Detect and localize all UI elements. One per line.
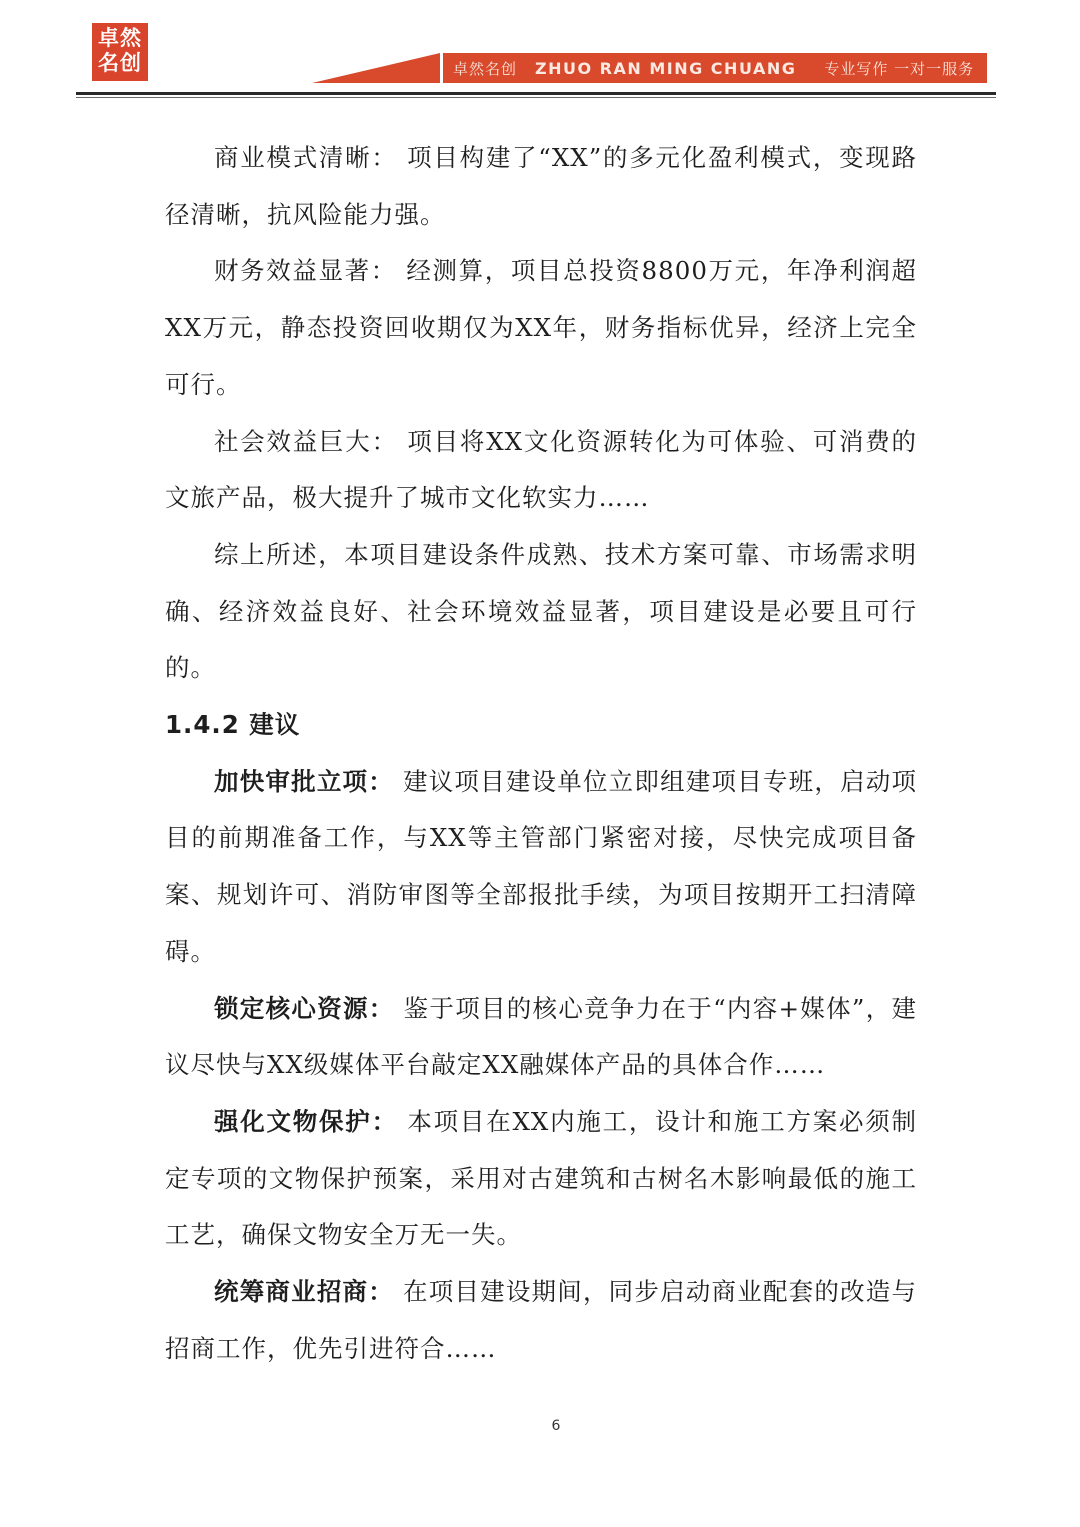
paragraph-social-benefit [165,414,917,527]
paragraph-text: 在项目建设期间，同步启动商业配套的改造与招商工作，优先引进符合…… [165,1277,917,1363]
header-divider [76,92,996,95]
paragraph-commercial-leasing [165,1264,917,1377]
paragraph-conclusion [165,527,917,697]
paragraph-lead: 社会效益巨大： [214,426,398,456]
header-banner [440,53,987,83]
paragraph-heritage-protection [165,1094,917,1264]
banner-wedge-decoration [312,53,440,83]
banner-company-name: 卓然名创 [453,59,518,78]
paragraph-lead: 强化文物保护： [214,1106,398,1136]
section-heading: 1.4.2 建议 [165,710,301,740]
logo-line-1: 卓然 [98,26,142,50]
brand-logo [92,23,148,81]
paragraph-text: 建议项目建设单位立即组建项目专班，启动项目的前期准备工作，与XX等主管部门紧密对接，尽快完成项目备案、规划许可、消防审图等全部报批手续，为项目按期开工扫清障碍。 [165,766,917,966]
document-body [165,130,917,1377]
banner-pinyin-name: ZHUO RAN MING CHUANG [535,58,797,78]
page-number: 6 [551,1418,561,1434]
paragraph-text: 项目将XX文化资源转化为可体验、可消费的文旅产品，极大提升了城市文化软实力…… [165,426,918,513]
paragraph-lead: 加快审批立项： [214,766,394,796]
paragraph-text: 本项目在XX内施工，设计和施工方案必须制定专项的文物保护预案，采用对古建筑和古树名木影响最低的施工工艺，确保文物安全万无一失。 [165,1106,918,1250]
paragraph-approval [165,754,917,981]
paragraph-lead: 财务效益显著： [214,256,397,286]
banner-slogan: 专业写作 一对一服务 [824,59,975,78]
logo-line-2: 名创 [98,51,142,75]
paragraph-lead: 统筹商业招商： [214,1277,394,1307]
paragraph-text: 项目构建了“XX”的多元化盈利模式，变现路径清晰，抗风险能力强。 [165,143,918,229]
paragraph-lead: 商业模式清晰： [214,143,398,172]
paragraph-text: 综上所述，本项目建设条件成熟、技术方案可靠、市场需求明确、经济效益良好、社会环境效益显著，项目建设是必要且可行的。 [165,539,917,683]
paragraph-text: 鉴于项目的核心竞争力在于“内容+媒体”，建议尽快与XX级媒体平台敲定XX融媒体产品的具体合作…… [165,993,917,1080]
header-divider-thin [76,97,996,98]
paragraph-financial-benefit [165,243,917,413]
paragraph-text: 经测算，项目总投资8800万元，年净利润超XX万元，静态投资回收期仅为XX年，财务指标优异，经济上完全可行。 [165,256,917,399]
paragraph-core-resources [165,981,917,1094]
paragraph-business-model [165,130,917,243]
paragraph-lead: 锁定核心资源： [214,993,395,1023]
